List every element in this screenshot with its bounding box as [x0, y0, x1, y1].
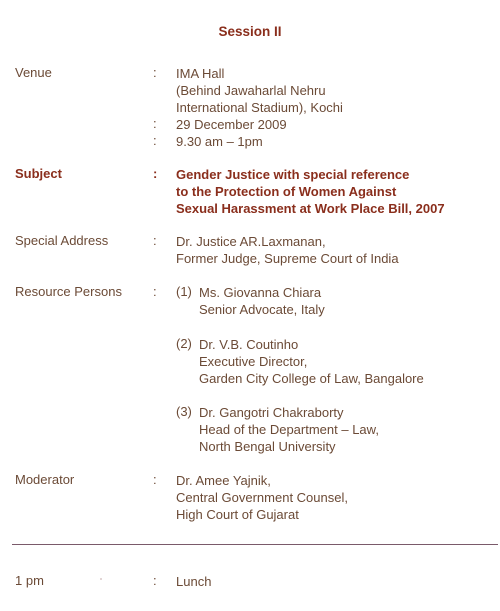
venue-value — [176, 65, 343, 116]
venue-line: (Behind Jawaharlal Nehru — [176, 83, 326, 98]
resource-person-line: Ms. Giovanna Chiara — [199, 285, 322, 300]
venue-date: 29 December 2009 — [176, 117, 287, 132]
moderator-label: Moderator — [15, 472, 75, 487]
resource-person-line: Senior Advocate, Italy — [199, 302, 325, 317]
session-title: Session II — [218, 24, 282, 39]
resource-person-line: Head of the Department – Law, — [199, 422, 379, 437]
resource-person-line: Garden City College of Law, Bangalore — [199, 371, 424, 386]
special-address-value — [176, 233, 399, 267]
special-address-line: Dr. Justice AR.Laxmanan, — [176, 234, 326, 249]
subject-line: Sexual Harassment at Work Place Bill, 2007 — [176, 201, 445, 216]
section-divider — [12, 544, 498, 545]
subject-value — [176, 166, 445, 217]
moderator-line: High Court of Gujarat — [176, 507, 299, 522]
moderator-line: Central Government Counsel, — [176, 490, 348, 505]
venue-label: Venue — [15, 65, 52, 80]
resource-person-line: North Bengal University — [199, 439, 336, 454]
resource-person-1 — [199, 284, 325, 318]
resource-person-number: (3) — [176, 404, 192, 419]
special-address-colon: : — [153, 233, 157, 248]
venue-line: IMA Hall — [176, 66, 225, 81]
moderator-colon: : — [153, 472, 157, 487]
moderator-value — [176, 472, 348, 523]
special-address-label: Special Address — [15, 233, 109, 248]
moderator-line: Dr. Amee Yajnik, — [176, 473, 271, 488]
lunch-colon: : — [153, 573, 157, 588]
resource-person-number: (2) — [176, 336, 192, 351]
resource-person-3 — [199, 404, 379, 455]
resource-person-2 — [199, 336, 424, 387]
special-address-line: Former Judge, Supreme Court of India — [176, 251, 399, 266]
resource-person-line: Executive Director, — [199, 354, 308, 369]
time-colon: : — [153, 133, 157, 148]
resource-persons-colon: : — [153, 284, 157, 299]
subject-label: Subject — [15, 166, 62, 181]
date-colon: : — [153, 116, 157, 131]
resource-person-line: Dr. V.B. Coutinho — [199, 337, 299, 352]
venue-colon: : — [153, 65, 157, 80]
resource-persons-label: Resource Persons — [15, 284, 122, 299]
venue-line: International Stadium), Kochi — [176, 100, 343, 115]
subject-colon: : — [153, 166, 158, 181]
lunch-time-label: 1 pm — [15, 573, 44, 588]
resource-person-number: (1) — [176, 284, 192, 299]
lunch-value: Lunch — [176, 574, 212, 589]
print-speck — [100, 578, 102, 580]
subject-line: Gender Justice with special reference — [176, 167, 410, 182]
venue-time: 9.30 am – 1pm — [176, 134, 263, 149]
subject-line: to the Protection of Women Against — [176, 184, 397, 199]
resource-person-line: Dr. Gangotri Chakraborty — [199, 405, 344, 420]
